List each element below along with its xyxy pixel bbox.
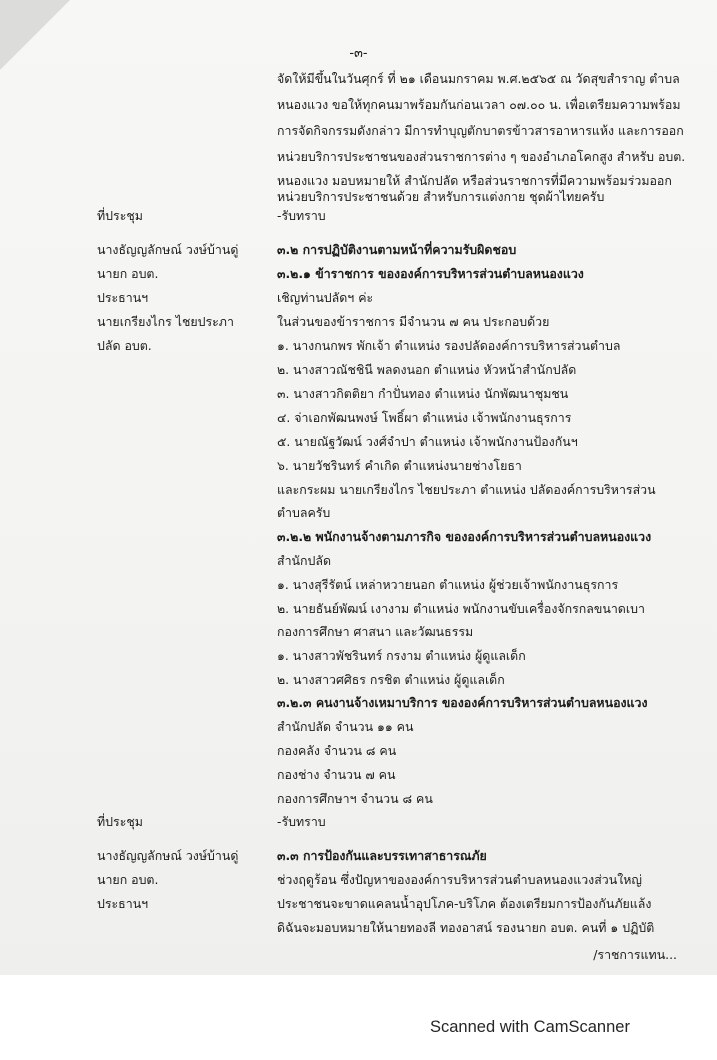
body-line: กองช่าง จำนวน ๗ คน (277, 767, 396, 782)
list-item: ๖. นายวัชรินทร์ คำเกิด ตำแหน่งนายช่างโยธา (277, 458, 522, 473)
speaker-name: นางธัญญลักษณ์ วงษ์บ้านดู่ (97, 242, 239, 257)
list-item: ๔. จ่าเอกพัฒนพงษ์ โพธิ์ผา ตำแหน่ง เจ้าพนักงานธุรการ (277, 410, 572, 425)
list-item: ๓. นางสาวกิตติยา กำปั่นทอง ตำแหน่ง นักพัฒนาชุมชน (277, 386, 569, 401)
body-line: สำนักปลัด (277, 553, 331, 568)
body-line: ตำบลครับ (277, 505, 331, 520)
speaker-title: ปลัด อบต. (97, 338, 152, 353)
page-number: -๓- (349, 46, 368, 61)
speaker-name: นางธัญญลักษณ์ วงษ์บ้านดู่ (97, 848, 239, 863)
intro-line: หน่วยบริการประชาชนด้วย สำหรับการแต่งกาย ชุดผ้าไทยครับ (277, 189, 605, 204)
body-line: สำนักปลัด จำนวน ๑๑ คน (277, 719, 414, 734)
meeting-label: ที่ประชุม (97, 814, 143, 829)
list-item: ๑. นางกนกพร พักเจ้า ตำแหน่ง รองปลัดองค์การบริหารส่วนตำบล (277, 338, 621, 353)
meeting-label: ที่ประชุม (97, 208, 143, 223)
list-item: ๑. นางสุรีรัตน์ เหล่าหวายนอก ตำแหน่ง ผู้ช่วยเจ้าพนักงานธุรการ (277, 577, 619, 592)
list-item: ๒. นางสาวณัชชินี พลดงนอก ตำแหน่ง หัวหน้าสำนักปลัด (277, 362, 577, 377)
intro-line: หน่วยบริการประชาชนของส่วนราชการต่าง ๆ ของอำเภอโคกสูง สำหรับ อบต. (277, 149, 686, 164)
speaker-name: นายเกรียงไกร ไชยประภา (97, 314, 234, 329)
list-item: ๒. นางสาวศศิธร กรชิต ตำแหน่ง ผู้ดูแลเด็ก (277, 672, 505, 687)
speaker-role: ประธานฯ (97, 290, 149, 305)
body-line: ประชาชนจะขาดแคลนน้ำอุปโภค-บริโภค ต้องเตรียมการป้องกันภัยแล้ง (277, 896, 652, 911)
intro-line: จัดให้มีขึ้นในวันศุกร์ ที่ ๒๑ เดือนมกราคม พ.ศ.๒๕๖๕ ณ วัดสุขสำราญ ตำบล (277, 71, 680, 86)
body-line: ในส่วนของข้าราชการ มีจำนวน ๗ คน ประกอบด้วย (277, 314, 550, 329)
intro-line: หนองแวง มอบหมายให้ สำนักปลัด หรือส่วนราชการที่มีความพร้อมร่วมออก (277, 173, 672, 188)
body-line: ช่วงฤดูร้อน ซึ่งปัญหาขององค์การบริหารส่วนตำบลหนองแวงส่วนใหญ่ (277, 872, 642, 887)
subsection-heading: ๓.๒.๒ พนักงานจ้างตามภารกิจ ขององค์การบริหารส่วนตำบลหนองแวง (277, 529, 652, 544)
list-item: ๒. นายธันย์พัฒน์ เงางาม ตำแหน่ง พนักงานขับเครื่องจักรกลขนาดเบา (277, 601, 645, 616)
acknowledged: -รับทราบ (277, 814, 326, 829)
body-line: เชิญท่านปลัดฯ ค่ะ (277, 290, 374, 305)
body-line: กองคลัง จำนวน ๘ คน (277, 743, 397, 758)
speaker-title: นายก อบต. (97, 266, 159, 281)
section-heading: ๓.๒ การปฏิบัติงานตามหน้าที่ความรับผิดชอบ (277, 242, 517, 257)
intro-line: การจัดกิจกรรมดังกล่าว มีการทำบุญตักบาตรข้าวสารอาหารแห้ง และการออก (277, 123, 684, 138)
acknowledged: -รับทราบ (277, 208, 326, 223)
speaker-role: ประธานฯ (97, 896, 149, 911)
section-heading: ๓.๓ การป้องกันและบรรเทาสาธารณภัย (277, 848, 487, 863)
body-line: และกระผม นายเกรียงไกร ไชยประภา ตำแหน่ง ปลัดองค์การบริหารส่วน (277, 482, 656, 497)
intro-line: หนองแวง ขอให้ทุกคนมาพร้อมกันก่อนเวลา ๐๗.๐๐ น. เพื่อเตรียมความพร้อม (277, 97, 681, 112)
speaker-title: นายก อบต. (97, 872, 159, 887)
body-line: ดิฉันจะมอบหมายให้นายทองลี ทองอาสน์ รองนายก อบต. คนที่ ๑ ปฏิบัติ (277, 920, 655, 935)
body-line: กองการศึกษาฯ จำนวน ๘ คน (277, 791, 433, 806)
subsection-heading: ๓.๒.๓ คนงานจ้างเหมาบริการ ขององค์การบริหารส่วนตำบลหนองแวง (277, 695, 648, 710)
list-item: ๑. นางสาวพัชรินทร์ กรงาม ตำแหน่ง ผู้ดูแลเด็ก (277, 648, 526, 663)
scanner-watermark: Scanned with CamScanner (430, 1018, 630, 1036)
list-item: ๕. นายณัฐวัฒน์ วงศ์จำปา ตำแหน่ง เจ้าพนักงานป้องกันฯ (277, 434, 578, 449)
continued-marker: /ราชการแทน... (593, 947, 677, 962)
body-line: กองการศึกษา ศาสนา และวัฒนธรรม (277, 624, 474, 639)
subsection-heading: ๓.๒.๑ ข้าราชการ ขององค์การบริหารส่วนตำบลหนองแวง (277, 266, 584, 281)
